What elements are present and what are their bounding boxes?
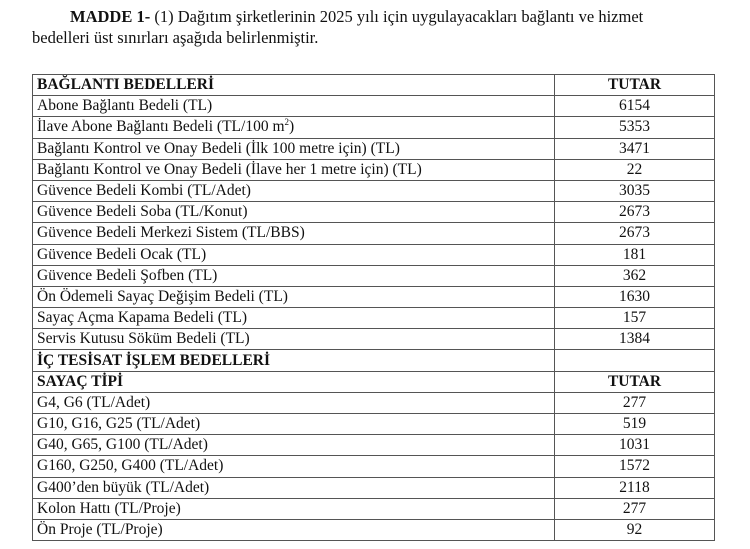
intro-paragraph [32,6,732,48]
row-value: 22 [555,159,715,180]
intro-text-line2: bedelleri üst sınırları aşağıda belirlenmiştir. [32,28,319,47]
meter-type-header: SAYAÇ TİPİ [33,371,555,392]
row-label: Bağlantı Kontrol ve Onay Bedeli (İlk 100 metre için) (TL) [33,138,555,159]
row-value: 1384 [555,329,715,350]
empty-cell [555,350,715,371]
row-value: 277 [555,392,715,413]
row-value: 1630 [555,286,715,307]
section-header-row [33,350,715,371]
table-row [33,308,715,329]
row-label: G400’den büyük (TL/Adet) [33,477,555,498]
row-value: 6154 [555,96,715,117]
row-label: Güvence Bedeli Şofben (TL) [33,265,555,286]
row-value: 519 [555,414,715,435]
row-label: Kolon Hattı (TL/Proje) [33,498,555,519]
table-row [33,286,715,307]
row-label: Güvence Bedeli Kombi (TL/Adet) [33,180,555,201]
row-label: G10, G16, G25 (TL/Adet) [33,414,555,435]
section-title: İÇ TESİSAT İŞLEM BEDELLERİ [33,350,555,371]
section-header-row [33,75,715,96]
fee-table [32,74,715,541]
row-value: 2673 [555,223,715,244]
table-row [33,498,715,519]
amount-header: TUTAR [555,75,715,96]
table-row [33,117,715,138]
row-value: 362 [555,265,715,286]
row-value: 92 [555,519,715,540]
row-value: 2118 [555,477,715,498]
table-row [33,244,715,265]
row-value: 5353 [555,117,715,138]
row-label: G40, G65, G100 (TL/Adet) [33,435,555,456]
table-row [33,159,715,180]
row-label: Sayaç Açma Kapama Bedeli (TL) [33,308,555,329]
table-row [33,96,715,117]
row-label: İlave Abone Bağlantı Bedeli (TL/100 $m^2$) [33,117,555,138]
column-header-row [33,371,715,392]
row-label: Güvence Bedeli Soba (TL/Konut) [33,202,555,223]
table-row [33,435,715,456]
article-number: MADDE 1- [70,7,151,26]
row-value: 1572 [555,456,715,477]
row-label: Abone Bağlantı Bedeli (TL) [33,96,555,117]
row-value: 1031 [555,435,715,456]
intro-text-line1: (1) Dağıtım şirketlerinin 2025 yılı için uygulayacakları bağlantı ve hizmet [150,7,644,26]
row-value: 3471 [555,138,715,159]
row-label: Bağlantı Kontrol ve Onay Bedeli (İlave her 1 metre için) (TL) [33,159,555,180]
table-row [33,138,715,159]
row-label: Güvence Bedeli Merkezi Sistem (TL/BBS) [33,223,555,244]
row-value: 181 [555,244,715,265]
table-row [33,202,715,223]
row-label: Güvence Bedeli Ocak (TL) [33,244,555,265]
table-row [33,456,715,477]
table-row [33,265,715,286]
amount-header: TUTAR [555,371,715,392]
row-label: Ön Proje (TL/Proje) [33,519,555,540]
table-row [33,392,715,413]
row-value: 2673 [555,202,715,223]
section-title: BAĞLANTI BEDELLERİ [33,75,555,96]
row-value: 277 [555,498,715,519]
row-label: G160, G250, G400 (TL/Adet) [33,456,555,477]
row-value: 157 [555,308,715,329]
row-label: G4, G6 (TL/Adet) [33,392,555,413]
table-row [33,519,715,540]
row-value: 3035 [555,180,715,201]
table-row [33,329,715,350]
table-row [33,477,715,498]
table-row [33,223,715,244]
row-label: Servis Kutusu Söküm Bedeli (TL) [33,329,555,350]
table-row [33,180,715,201]
table-row [33,414,715,435]
row-label: Ön Ödemeli Sayaç Değişim Bedeli (TL) [33,286,555,307]
